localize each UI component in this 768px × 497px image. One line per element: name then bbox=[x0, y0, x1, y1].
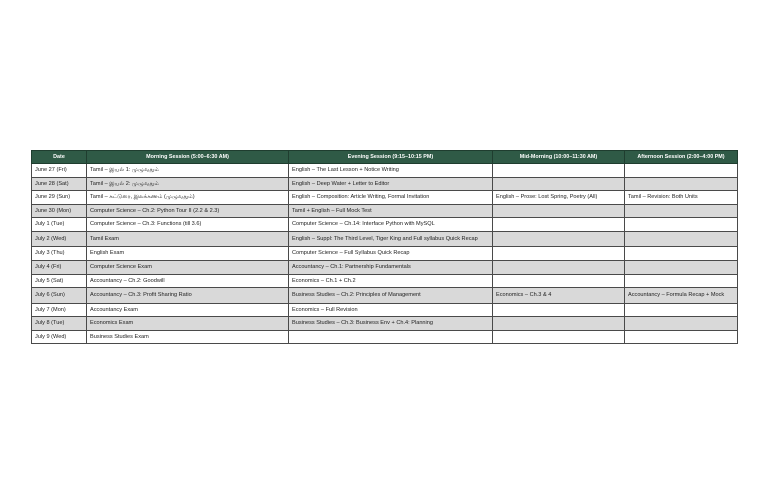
afternoon-cell[interactable] bbox=[625, 204, 738, 218]
mid-morning-cell[interactable] bbox=[493, 317, 625, 331]
schedule-table bbox=[31, 150, 738, 344]
date-cell[interactable]: June 27 (Fri) bbox=[32, 164, 87, 178]
afternoon-cell[interactable] bbox=[625, 231, 738, 246]
morning-cell[interactable]: Economics Exam bbox=[87, 317, 289, 331]
evening-cell[interactable]: English – Suppl: The Third Level, Tiger King and Full syllabus Quick Recap bbox=[289, 231, 493, 246]
header-evening-session: Evening Session (9:15–10:15 PM) bbox=[289, 151, 493, 164]
evening-cell[interactable]: Accountancy – Ch.1: Partnership Fundamentals bbox=[289, 260, 493, 274]
table-row bbox=[32, 231, 738, 246]
afternoon-cell[interactable] bbox=[625, 303, 738, 317]
date-cell[interactable]: July 2 (Wed) bbox=[32, 231, 87, 246]
morning-cell[interactable]: Tamil Exam bbox=[87, 231, 289, 246]
table-row bbox=[32, 274, 738, 288]
mid-morning-cell[interactable] bbox=[493, 204, 625, 218]
morning-cell[interactable]: Computer Science – Ch.3: Functions (till 3.6) bbox=[87, 218, 289, 232]
evening-cell[interactable]: Business Studies – Ch.3: Business Env + Ch.4: Planning bbox=[289, 317, 493, 331]
afternoon-cell[interactable] bbox=[625, 260, 738, 274]
evening-cell[interactable]: English – The Last Lesson + Notice Writing bbox=[289, 164, 493, 178]
date-cell[interactable]: June 29 (Sun) bbox=[32, 191, 87, 205]
header-morning-session: Morning Session (5:00–6:30 AM) bbox=[87, 151, 289, 164]
table-row bbox=[32, 260, 738, 274]
mid-morning-cell[interactable] bbox=[493, 164, 625, 178]
date-cell[interactable]: June 28 (Sat) bbox=[32, 177, 87, 191]
morning-cell[interactable]: Business Studies Exam bbox=[87, 330, 289, 344]
morning-cell[interactable]: Accountancy Exam bbox=[87, 303, 289, 317]
header-mid-morning: Mid-Morning (10:00–11:30 AM) bbox=[493, 151, 625, 164]
header-afternoon-session: Afternoon Session (2:00–4:00 PM) bbox=[625, 151, 738, 164]
evening-cell[interactable]: Economics – Full Revision bbox=[289, 303, 493, 317]
afternoon-cell[interactable] bbox=[625, 247, 738, 261]
afternoon-cell[interactable]: Tamil – Revision: Both Units bbox=[625, 191, 738, 205]
mid-morning-cell[interactable] bbox=[493, 218, 625, 232]
evening-cell[interactable]: English – Composition: Article Writing, Formal Invitation bbox=[289, 191, 493, 205]
date-cell[interactable]: July 3 (Thu) bbox=[32, 247, 87, 261]
date-cell[interactable]: July 6 (Sun) bbox=[32, 288, 87, 303]
evening-cell[interactable]: English – Deep Water + Letter to Editor bbox=[289, 177, 493, 191]
morning-cell[interactable]: Tamil – இயல் 2: முழுவதும் bbox=[87, 177, 289, 191]
evening-cell[interactable]: Computer Science – Ch.14: Interface Python with MySQL bbox=[289, 218, 493, 232]
afternoon-cell[interactable] bbox=[625, 164, 738, 178]
date-cell[interactable]: July 9 (Wed) bbox=[32, 330, 87, 344]
table-row bbox=[32, 218, 738, 232]
table-row bbox=[32, 330, 738, 344]
evening-cell[interactable]: Computer Science – Full Syllabus Quick Recap bbox=[289, 247, 493, 261]
mid-morning-cell[interactable] bbox=[493, 247, 625, 261]
table-row bbox=[32, 191, 738, 205]
table-row bbox=[32, 204, 738, 218]
table-row bbox=[32, 317, 738, 331]
morning-cell[interactable]: Tamil – கட்டுரை, இலக்கணம் (முழுவதும்) bbox=[87, 191, 289, 205]
morning-cell[interactable]: Computer Science Exam bbox=[87, 260, 289, 274]
date-cell[interactable]: July 7 (Mon) bbox=[32, 303, 87, 317]
afternoon-cell[interactable] bbox=[625, 317, 738, 331]
afternoon-cell[interactable] bbox=[625, 330, 738, 344]
evening-cell[interactable]: Business Studies – Ch.2: Principles of Management bbox=[289, 288, 493, 303]
table-row bbox=[32, 247, 738, 261]
evening-cell[interactable]: Economics – Ch.1 + Ch.2 bbox=[289, 274, 493, 288]
morning-cell[interactable]: Accountancy – Ch.2: Goodwill bbox=[87, 274, 289, 288]
table-row bbox=[32, 288, 738, 303]
evening-cell[interactable] bbox=[289, 330, 493, 344]
table-row bbox=[32, 164, 738, 178]
header-date: Date bbox=[32, 151, 87, 164]
morning-cell[interactable]: Computer Science – Ch.2: Python Tour II (2.2 & 2.3) bbox=[87, 204, 289, 218]
afternoon-cell[interactable]: Accountancy – Formula Recap + Mock bbox=[625, 288, 738, 303]
morning-cell[interactable]: Accountancy – Ch.3: Profit Sharing Ratio bbox=[87, 288, 289, 303]
date-cell[interactable]: July 4 (Fri) bbox=[32, 260, 87, 274]
date-cell[interactable]: June 30 (Mon) bbox=[32, 204, 87, 218]
mid-morning-cell[interactable] bbox=[493, 330, 625, 344]
mid-morning-cell[interactable] bbox=[493, 303, 625, 317]
table-row bbox=[32, 303, 738, 317]
afternoon-cell[interactable] bbox=[625, 177, 738, 191]
mid-morning-cell[interactable]: Economics – Ch.3 & 4 bbox=[493, 288, 625, 303]
afternoon-cell[interactable] bbox=[625, 274, 738, 288]
header-row bbox=[32, 151, 738, 164]
afternoon-cell[interactable] bbox=[625, 218, 738, 232]
morning-cell[interactable]: English Exam bbox=[87, 247, 289, 261]
mid-morning-cell[interactable] bbox=[493, 274, 625, 288]
mid-morning-cell[interactable]: English – Prose: Lost Spring, Poetry (All) bbox=[493, 191, 625, 205]
mid-morning-cell[interactable] bbox=[493, 231, 625, 246]
date-cell[interactable]: July 8 (Tue) bbox=[32, 317, 87, 331]
morning-cell[interactable]: Tamil – இயல் 1: முழுவதும் bbox=[87, 164, 289, 178]
date-cell[interactable]: July 1 (Tue) bbox=[32, 218, 87, 232]
mid-morning-cell[interactable] bbox=[493, 260, 625, 274]
table-row bbox=[32, 177, 738, 191]
date-cell[interactable]: July 5 (Sat) bbox=[32, 274, 87, 288]
evening-cell[interactable]: Tamil + English – Full Mock Test bbox=[289, 204, 493, 218]
mid-morning-cell[interactable] bbox=[493, 177, 625, 191]
